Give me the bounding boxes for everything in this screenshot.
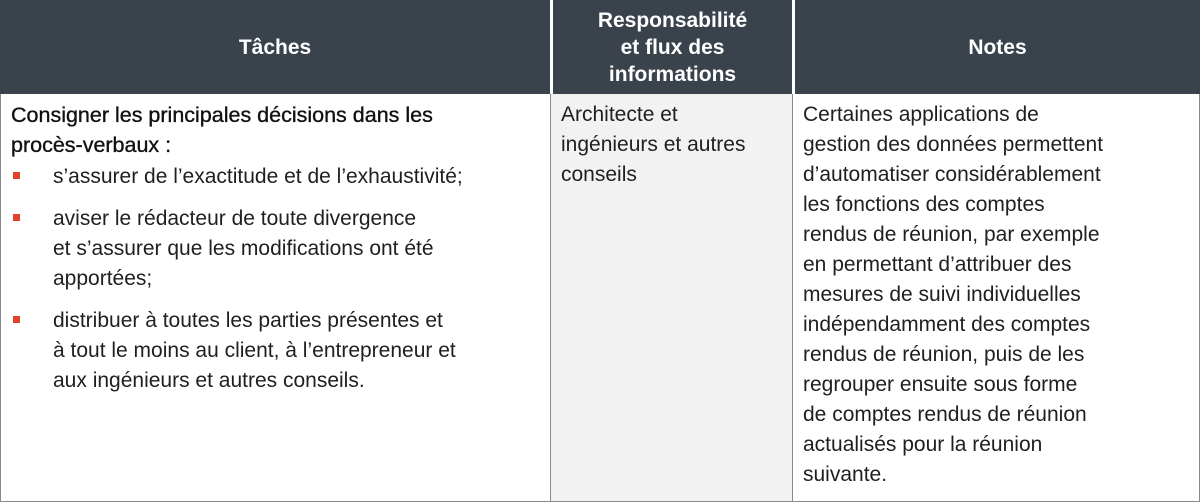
header-notes: [792, 0, 1200, 94]
list-item-line: aux ingénieurs et autres conseils.: [53, 369, 365, 392]
notes-cell: [792, 94, 1200, 501]
table-header: [0, 0, 1200, 94]
notes-line: gestion des données permettent: [803, 133, 1104, 156]
header-responsibility-line: et flux des: [620, 35, 725, 59]
header-notes-label: Notes: [968, 35, 1027, 59]
list-item-line: aviser le rédacteur de toute divergence: [53, 207, 417, 230]
responsibility-line: ingénieurs et autres: [561, 133, 746, 156]
list-item-line: et s’assurer que les modifications ont été: [53, 237, 434, 260]
notes-line: en permettant d’attribuer des: [803, 253, 1072, 276]
header-responsibility: [550, 0, 792, 94]
table-row: [0, 94, 1200, 502]
list-item-line: s’assurer de l’exactitude et de l’exhaustivité;: [53, 165, 463, 188]
notes-line: regrouper ensuite sous forme: [803, 373, 1078, 396]
responsibility-line: conseils: [561, 163, 637, 186]
list-item: [11, 306, 538, 396]
header-tasks: [0, 0, 550, 94]
red-square-bullet-icon: [13, 316, 20, 323]
tasks-lead-line: Consigner les principales décisions dans les: [11, 103, 433, 127]
responsibility-cell: [550, 94, 792, 501]
tasks-lead: [11, 100, 538, 160]
tasks-cell: [0, 94, 550, 501]
notes-line: les fonctions des comptes: [803, 193, 1045, 216]
responsibility-line: Architecte et: [561, 103, 678, 126]
notes-line: rendus de réunion, par exemple: [803, 223, 1100, 246]
header-tasks-label: Tâches: [238, 35, 312, 59]
notes-line: rendus de réunion, puis de les: [803, 343, 1085, 366]
tasks-bullet-list: [11, 162, 538, 396]
header-responsibility-line: Responsabilité: [597, 8, 748, 32]
notes-line: d’automatiser considérablement: [803, 163, 1101, 186]
notes-line: actualisés pour la réunion: [803, 433, 1043, 456]
notes-line: mesures de suivi individuelles: [803, 283, 1081, 306]
tasks-lead-line: procès-verbaux :: [11, 133, 172, 157]
header-responsibility-line: informations: [608, 62, 737, 86]
header-responsibility-label: [598, 7, 747, 88]
notes-line: Certaines applications de: [803, 103, 1039, 126]
notes-line: de comptes rendus de réunion: [803, 403, 1087, 426]
list-item: [11, 162, 538, 192]
notes-line: indépendamment des comptes: [803, 313, 1091, 336]
list-item-line: à tout le moins au client, à l’entrepreneur et: [53, 339, 456, 362]
list-item-line: distribuer à toutes les parties présentes et: [53, 309, 443, 332]
notes-line: suivante.: [803, 463, 888, 486]
red-square-bullet-icon: [13, 214, 20, 221]
list-item: [11, 204, 538, 294]
notes-text: [803, 100, 1187, 490]
red-square-bullet-icon: [13, 172, 20, 179]
list-item-line: apportées;: [53, 267, 153, 290]
